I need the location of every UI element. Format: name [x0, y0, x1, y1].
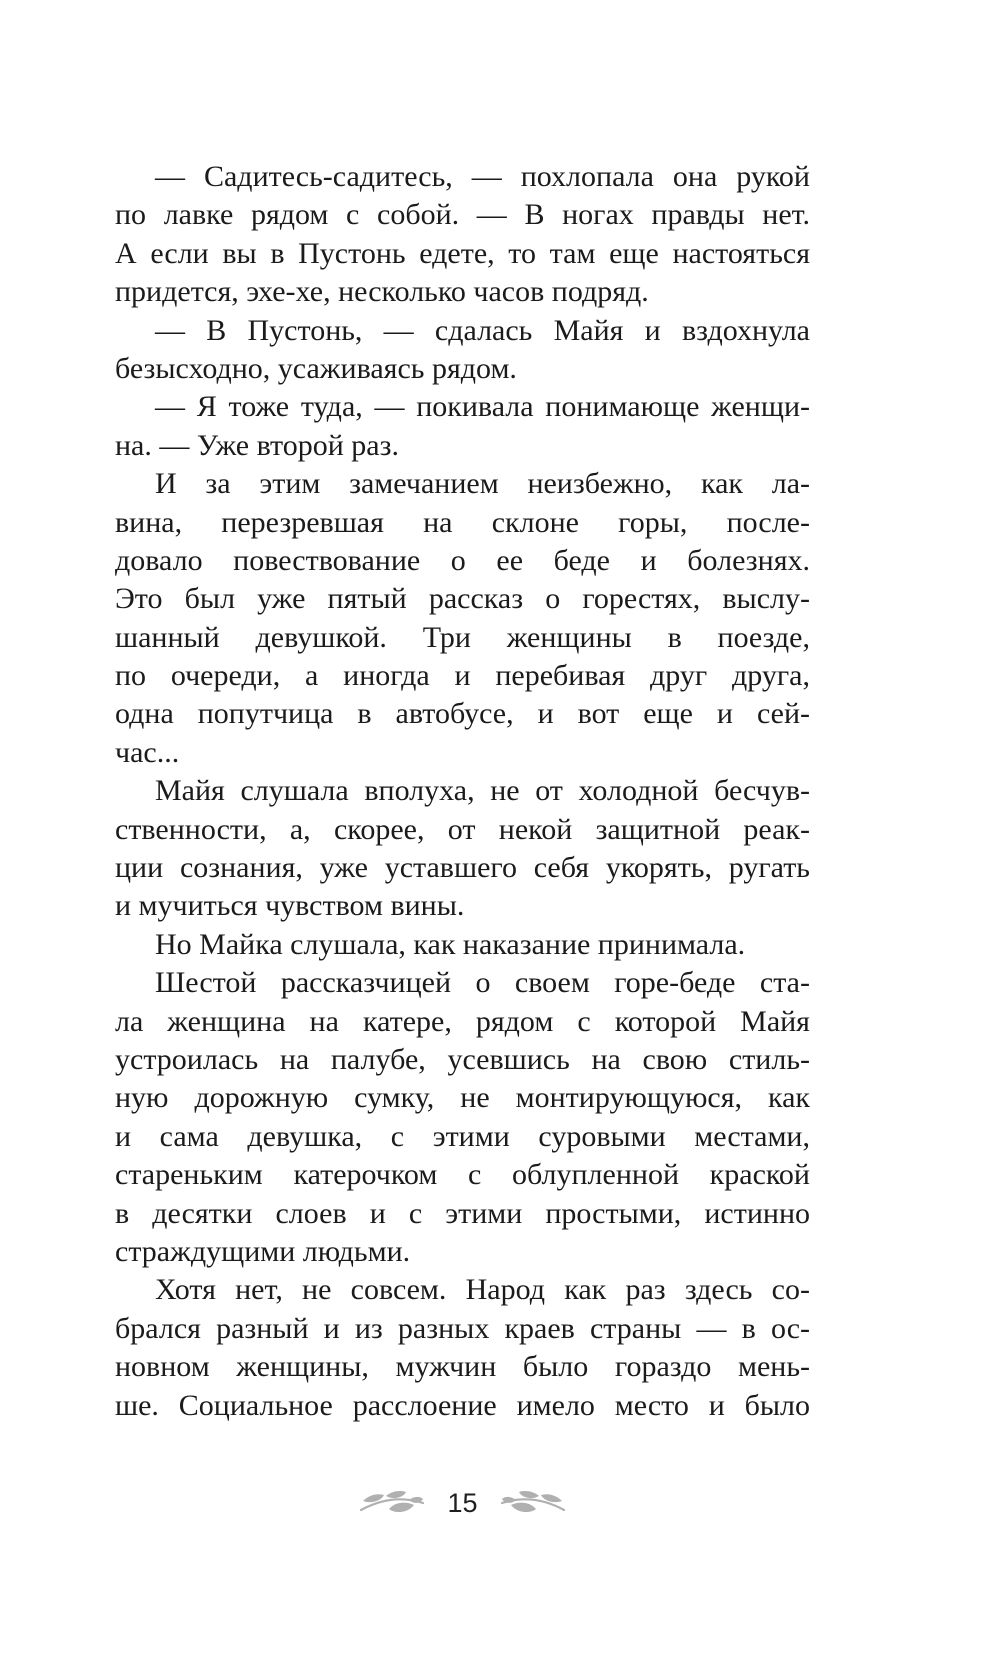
- text-line: шанный девушкой. Три женщины в поезде,: [115, 620, 810, 654]
- text-line: на. — Уже второй раз.: [115, 428, 399, 462]
- text-line: Это был уже пятый рассказ о горестях, выслу-: [115, 582, 810, 616]
- text-line: ции сознания, уже уставшего себя укорять, ругать: [115, 851, 810, 885]
- text-line: — В Пустонь, — сдалась Майя и вздохнула: [155, 313, 810, 347]
- page-footer: [115, 1483, 810, 1523]
- text-line: Хотя нет, не совсем. Народ как раз здесь со-: [155, 1273, 810, 1307]
- text-line: — Садитесь-садитесь, — похлопала она рукой: [155, 160, 810, 193]
- page-number: 15: [447, 1487, 478, 1518]
- laurel-branch-left-icon: [359, 1489, 425, 1517]
- text-line: Майя слушала вполуха, не от холодной бесчув-: [155, 774, 810, 808]
- text-line: в десятки слоев и с этими простыми, истинно: [115, 1196, 810, 1230]
- text-line: одна попутчица в автобусе, и вот еще и сей-: [115, 697, 810, 731]
- text-line: и сама девушка, с этими суровыми местами,: [115, 1119, 810, 1153]
- text-line: — Я тоже туда, — покивала понимающе женщи-: [155, 390, 810, 424]
- text-line: ную дорожную сумку, не монтирующуюся, как: [115, 1081, 810, 1115]
- text-line: А если вы в Пустонь едете, то там еще настояться: [115, 236, 810, 270]
- text-line: безысходно, усаживаясь рядом.: [115, 351, 517, 385]
- text-line: ше. Социальное расслоение имело место и было: [115, 1388, 810, 1422]
- text-line: И за этим замечанием неизбежно, как ла-: [155, 467, 810, 501]
- text-line: час...: [115, 735, 180, 769]
- text-line: стареньким катерочком с облупленной краской: [115, 1158, 810, 1192]
- text-line: придется, эхе-хе, несколько часов подряд.: [115, 275, 649, 309]
- text-line: и мучиться чувством вины.: [115, 889, 465, 923]
- text-line: устроилась на палубе, усевшись на свою стиль-: [115, 1042, 810, 1076]
- text-line: брался разный и из разных краев страны — в ос-: [115, 1311, 810, 1345]
- text-line: ственности, а, скорее, от некой защитной реак-: [115, 812, 810, 846]
- text-line: страждущими людьми.: [115, 1234, 411, 1268]
- text-line: новном женщины, мужчин было гораздо мень-: [115, 1350, 810, 1384]
- text-line: Шестой рассказчицей о своем горе-беде ста-: [155, 966, 810, 1000]
- text-line: по очереди, а иногда и перебивая друг друга,: [115, 659, 810, 693]
- laurel-branch-right-icon: [500, 1489, 566, 1517]
- text-line: ла женщина на катере, рядом с которой Майя: [115, 1004, 810, 1038]
- text-line: довало повествование о ее беде и болезнях.: [115, 543, 810, 577]
- text-line: вина, перезревшая на склоне горы, после-: [115, 505, 810, 539]
- text-line: по лавке рядом с собой. — В ногах правды нет.: [115, 198, 810, 232]
- text-line: Но Майка слушала, как наказание принимала.: [155, 927, 746, 961]
- page-text: [115, 158, 810, 1425]
